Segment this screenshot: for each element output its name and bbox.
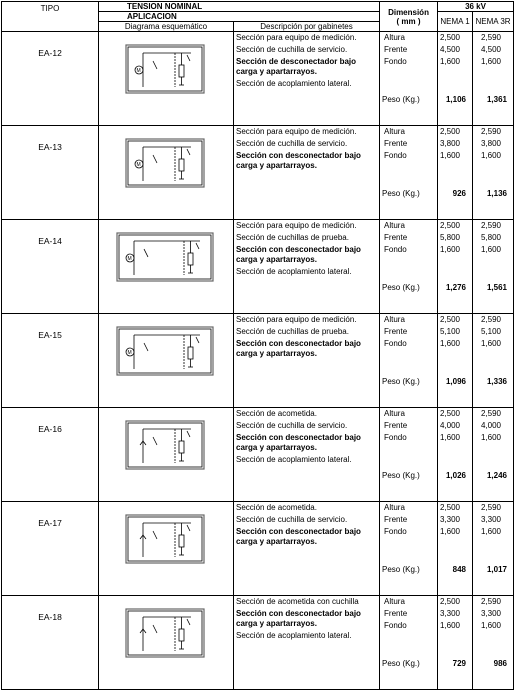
value-text: 4,000 <box>480 421 502 430</box>
description-line: Sección de desconectador bajo carga y apartarrayos. <box>236 57 357 76</box>
dimension-cell <box>380 596 438 690</box>
value-text: 2,590 <box>480 503 502 512</box>
value-text: 2,590 <box>480 33 502 42</box>
dimension-cell <box>380 314 438 408</box>
description-line: Sección de cuchilla de servicio. <box>236 45 348 54</box>
peso-value: Peso (Kg.) <box>382 565 420 574</box>
description-line: Sección con desconectador bajo carga y apartarrayos. <box>236 609 361 628</box>
value-text: 2,590 <box>480 127 502 136</box>
description-line: Sección de cuchilla de servicio. <box>236 421 348 430</box>
schematic-diagram <box>125 513 207 567</box>
nema1-cell <box>438 220 473 314</box>
description-line: Sección con desconectador bajo carga y apartarrayos. <box>236 245 361 264</box>
header-nema3r: NEMA 3R <box>473 12 514 32</box>
description-cell <box>234 126 380 220</box>
table-row <box>2 408 514 502</box>
value-text: 5,800 <box>439 233 461 242</box>
svg-text:M: M <box>136 67 141 74</box>
peso-value: Peso (Kg.) <box>382 659 420 668</box>
table-row <box>2 32 514 126</box>
tipo-cell: EA-13 <box>2 126 99 220</box>
value-text: Frente <box>384 327 408 336</box>
peso-value: 1,096 <box>445 377 467 386</box>
peso-value: 1,276 <box>445 283 467 292</box>
description-cell <box>234 502 380 596</box>
diagram-cell <box>99 32 234 126</box>
description-line: Sección de cuchillas de prueba. <box>236 327 349 336</box>
value-text: Fondo <box>384 433 407 442</box>
nema1-cell <box>438 502 473 596</box>
description-line: Sección de acoplamiento lateral. <box>236 79 352 88</box>
nema1-cell <box>438 126 473 220</box>
value-text: Frente <box>384 45 408 54</box>
value-text: Fondo <box>384 339 407 348</box>
description-line: Sección de acometida. <box>236 503 317 512</box>
value-text: 1,600 <box>439 527 461 536</box>
value-text: 1,600 <box>480 245 502 254</box>
diagram-cell <box>99 220 234 314</box>
svg-text:M: M <box>136 161 141 168</box>
description-line: Sección con desconectador bajo carga y apartarrayos. <box>236 527 361 546</box>
value-text: 2,500 <box>439 503 461 512</box>
header-descripcion: Descripción por gabinetes <box>234 22 380 32</box>
description-line: Sección de cuchilla de servicio. <box>236 139 348 148</box>
table-row <box>2 126 514 220</box>
header-nema1: NEMA 1 <box>438 12 473 32</box>
description-line: Sección para equipo de medición. <box>236 221 357 230</box>
table-row <box>2 220 514 314</box>
value-text: Altura <box>384 597 405 606</box>
value-text: 1,600 <box>480 151 502 160</box>
value-text: 4,000 <box>439 421 461 430</box>
nema1-cell <box>438 408 473 502</box>
value-text: 2,500 <box>439 315 461 324</box>
dimension-cell <box>380 502 438 596</box>
value-text: 2,590 <box>480 597 502 606</box>
description-line: Sección con desconectador bajo carga y apartarrayos. <box>236 151 361 170</box>
description-line: Sección de acoplamiento lateral. <box>236 267 352 276</box>
peso-value: 1,106 <box>445 95 467 104</box>
header-diagrama: Diagrama esquemático <box>99 22 234 32</box>
schematic-diagram <box>125 419 207 473</box>
dimension-cell <box>380 126 438 220</box>
schematic-diagram <box>116 231 216 285</box>
table-row <box>2 596 514 690</box>
value-text: Frente <box>384 515 408 524</box>
schematic-diagram <box>125 607 207 661</box>
value-text: 2,500 <box>439 597 461 606</box>
diagram-cell <box>99 596 234 690</box>
value-text: 1,600 <box>439 339 461 348</box>
value-text: 2,500 <box>439 33 461 42</box>
value-text: 2,590 <box>480 221 502 230</box>
description-cell <box>234 220 380 314</box>
value-text: Altura <box>384 315 405 324</box>
description-line: Sección con desconectador bajo carga y apartarrayos. <box>236 339 361 358</box>
tipo-cell: EA-12 <box>2 32 99 126</box>
value-text: Frente <box>384 609 408 618</box>
peso-value: 848 <box>452 565 467 574</box>
description-line: Sección de acometida con cuchilla <box>236 597 359 606</box>
dimension-cell <box>380 220 438 314</box>
peso-value: 1,026 <box>445 471 467 480</box>
description-cell <box>234 314 380 408</box>
tipo-cell: EA-18 <box>2 596 99 690</box>
value-text: 2,500 <box>439 409 461 418</box>
value-text: 1,600 <box>480 339 502 348</box>
peso-value: 1,361 <box>486 95 508 104</box>
nema1-cell <box>438 314 473 408</box>
description-line: Sección de cuchillas de prueba. <box>236 233 349 242</box>
description-cell <box>234 596 380 690</box>
value-text: 3,300 <box>439 609 461 618</box>
value-text: 5,800 <box>480 233 502 242</box>
nema1-cell <box>438 596 473 690</box>
nema3r-cell <box>473 408 514 502</box>
dimension-cell <box>380 408 438 502</box>
description-line: Sección para equipo de medición. <box>236 33 357 42</box>
peso-value: 1,136 <box>486 189 508 198</box>
value-text: Altura <box>384 33 405 42</box>
value-text: 5,100 <box>480 327 502 336</box>
description-cell <box>234 408 380 502</box>
nema3r-cell <box>473 314 514 408</box>
description-line: Sección para equipo de medición. <box>236 315 357 324</box>
peso-value: 1,336 <box>486 377 508 386</box>
diagram-cell <box>99 314 234 408</box>
value-text: 5,100 <box>439 327 461 336</box>
diagram-cell <box>99 502 234 596</box>
value-text: 3,800 <box>480 139 502 148</box>
header-tipo: TIPO <box>2 2 99 32</box>
tipo-cell: EA-16 <box>2 408 99 502</box>
peso-value: 986 <box>493 659 508 668</box>
tipo-cell: EA-17 <box>2 502 99 596</box>
equipment-table <box>1 1 514 690</box>
peso-value: Peso (Kg.) <box>382 189 420 198</box>
svg-text:M: M <box>127 255 132 262</box>
value-text: 3,800 <box>439 139 461 148</box>
value-text: 2,500 <box>439 127 461 136</box>
header-aplicacion: APLICACION <box>99 12 380 22</box>
diagram-cell <box>99 408 234 502</box>
value-text: 1,600 <box>439 433 461 442</box>
header-dimension: Dimensión ( mm ) <box>380 2 438 32</box>
value-text: 1,600 <box>439 245 461 254</box>
value-text: Frente <box>384 139 408 148</box>
peso-value: 1,017 <box>486 565 508 574</box>
schematic-diagram <box>125 43 207 97</box>
value-text: Altura <box>384 503 405 512</box>
value-text: Fondo <box>384 621 407 630</box>
dimension-cell <box>380 32 438 126</box>
description-line: Sección de acoplamiento lateral. <box>236 455 352 464</box>
value-text: 3,300 <box>439 515 461 524</box>
nema3r-cell <box>473 126 514 220</box>
description-line: Sección de acoplamiento lateral. <box>236 631 352 640</box>
peso-value: 1,246 <box>486 471 508 480</box>
value-text: Frente <box>384 233 408 242</box>
description-cell <box>234 32 380 126</box>
value-text: Altura <box>384 127 405 136</box>
peso-value: 729 <box>452 659 467 668</box>
peso-value: 926 <box>452 189 467 198</box>
value-text: Altura <box>384 409 405 418</box>
value-text: Fondo <box>384 151 407 160</box>
schematic-diagram <box>125 137 207 191</box>
value-text: Frente <box>384 421 408 430</box>
value-text: 1,600 <box>480 57 502 66</box>
nema3r-cell <box>473 502 514 596</box>
description-line: Sección de cuchilla de servicio. <box>236 515 348 524</box>
tipo-cell: EA-14 <box>2 220 99 314</box>
schematic-diagram <box>116 325 216 379</box>
value-text: 3,300 <box>480 515 502 524</box>
value-text: Fondo <box>384 57 407 66</box>
nema3r-cell <box>473 220 514 314</box>
description-line: Sección para equipo de medición. <box>236 127 357 136</box>
peso-value: Peso (Kg.) <box>382 283 420 292</box>
description-line: Sección de acometida. <box>236 409 317 418</box>
value-text: 2,500 <box>439 221 461 230</box>
value-text: 4,500 <box>439 45 461 54</box>
value-text: 4,500 <box>480 45 502 54</box>
nema1-cell <box>438 32 473 126</box>
peso-value: Peso (Kg.) <box>382 471 420 480</box>
peso-value: Peso (Kg.) <box>382 377 420 386</box>
peso-value: 1,561 <box>486 283 508 292</box>
value-text: 2,590 <box>480 315 502 324</box>
header-kv: 36 kV <box>438 2 514 12</box>
value-text: 1,600 <box>439 57 461 66</box>
value-text: 1,600 <box>439 151 461 160</box>
value-text: 3,300 <box>480 609 502 618</box>
peso-value: Peso (Kg.) <box>382 95 420 104</box>
value-text: 1,600 <box>439 621 461 630</box>
value-text: Fondo <box>384 527 407 536</box>
value-text: Altura <box>384 221 405 230</box>
description-line: Sección con desconectador bajo carga y apartarrayos. <box>236 433 361 452</box>
value-text: 1,600 <box>480 621 502 630</box>
header-tension-nominal: TENSION NOMINAL <box>99 2 380 12</box>
diagram-cell <box>99 126 234 220</box>
table-row <box>2 502 514 596</box>
table-row <box>2 314 514 408</box>
nema3r-cell <box>473 596 514 690</box>
value-text: 2,590 <box>480 409 502 418</box>
value-text: 1,600 <box>480 433 502 442</box>
value-text: 1,600 <box>480 527 502 536</box>
nema3r-cell <box>473 32 514 126</box>
svg-text:M: M <box>127 349 132 356</box>
value-text: Fondo <box>384 245 407 254</box>
tipo-cell: EA-15 <box>2 314 99 408</box>
